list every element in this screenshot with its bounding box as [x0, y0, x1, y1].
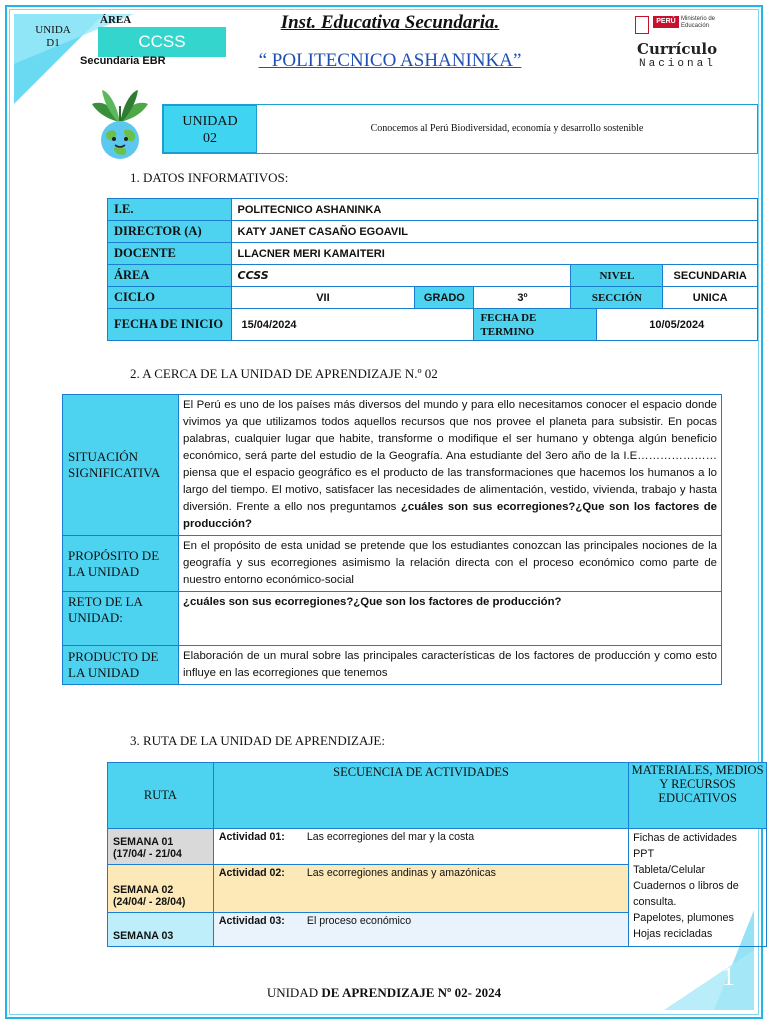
col-secuencia: SECUENCIA DE ACTIVIDADES: [213, 763, 628, 829]
route-table: [107, 762, 767, 947]
termino-label: FECHA DE TERMINO: [474, 309, 596, 341]
proposito-text: En el propósito de esta unidad se pretende que los estudiantes conozcan las principales nociones de la geografía y sus ecorregiones asimismo la relación directa con el proceso económico como parte de nuestro entorno económico-social: [179, 536, 722, 592]
activity-1-label: Actividad 01:: [218, 831, 285, 843]
area-value: CCSS: [231, 265, 571, 287]
situacion-question: ¿cuáles son sus ecorregiones?¿Que son los factores de producción?: [183, 501, 717, 530]
producto-text: Elaboración de un mural sobre las principales características de los factores de producción y como esto influye en las ecorregiones que tenemos: [179, 646, 722, 685]
logo-peru: PERÚ: [653, 16, 679, 28]
ie-label: I.E.: [108, 199, 232, 221]
curriculo-logo: [635, 16, 735, 72]
material-item: Tableta/Celular: [633, 864, 706, 876]
page-footer: [0, 985, 768, 1001]
about-unit-table: [62, 394, 722, 685]
activity-1-cell: [213, 829, 628, 865]
activity-2-text: Las ecorregiones andinas y amazónicas: [306, 867, 496, 879]
table-row: [108, 221, 758, 243]
school-name: “ POLITECNICO ASHANINKA”: [258, 50, 522, 71]
docente-value: LLACNER MERI KAMAITERI: [231, 243, 758, 265]
col-ruta: RUTA: [108, 763, 214, 829]
nivel-value: SECUNDARIA: [663, 265, 758, 287]
termino-value: 10/05/2024: [596, 309, 758, 341]
section-2-title: 2. A CERCA DE LA UNIDAD DE APRENDIZAJE N.º 02: [130, 366, 438, 381]
inicio-label: FECHA DE INICIO: [108, 309, 232, 341]
table-row: [108, 199, 758, 221]
footer-prefix: UNIDAD: [266, 985, 322, 1000]
table-row: [63, 592, 722, 646]
producto-label: PRODUCTO DE LA UNIDAD: [63, 646, 179, 685]
proposito-label: PROPÓSITO DE LA UNIDAD: [63, 536, 179, 592]
unit-label-line1: UNIDAD: [182, 114, 238, 129]
week-3-label: SEMANA 03: [113, 930, 174, 942]
ciclo-label: CICLO: [108, 287, 232, 309]
peru-shield-icon: [635, 16, 649, 34]
grado-value: 3º: [474, 287, 571, 309]
week-2-cell: [108, 865, 214, 913]
grado-label: GRADO: [415, 287, 474, 309]
section-1-title: 1. DATOS INFORMATIVOS:: [130, 170, 289, 185]
material-item: Papelotes, plumones: [633, 912, 734, 924]
ie-value: POLITECNICO ASHANINKA: [231, 199, 758, 221]
activity-2-label: Actividad 02:: [218, 867, 285, 879]
material-item: Cuadernos o libros de consulta.: [633, 880, 739, 908]
nivel-label: NIVEL: [571, 265, 663, 287]
director-value: KATY JANET CASAÑO EGOAVIL: [231, 221, 758, 243]
situacion-text: El Perú es uno de los países más diversos del mundo y para ello necesitamos conocer el espacio donde vivimos ya que utilizamos todos aquellos recursos que nos provee el planeta para subsistir. En pocas palabras, cualquier lugar que habite, transforme o modifique el ser humano y obtenga algún beneficio económico, será parte del estudio de la Geografía. Ana estudiante del 3ero año de la I.E…………………piensa que el espacio geográfico es el producto de las transformaciones que hacemos los humanos a lo largo del tiempo. El motivo, satisfacer las necesidades de alimentación, vestido, vivienda, trabajo y hasta diversión. Frente a ello nos preguntamos: [183, 399, 717, 513]
week-2-dates: (24/04/ - 28/04): [113, 896, 186, 908]
header-level: Secundaria EBR: [80, 55, 166, 67]
table-row: [108, 829, 767, 865]
area-label: ÁREA: [108, 265, 232, 287]
week-1-dates: (17/04/ - 21/04: [113, 848, 182, 860]
table-row: [63, 395, 722, 536]
table-row: [108, 265, 758, 287]
material-item: Hojas recicladas: [633, 928, 713, 940]
material-item: PPT: [633, 848, 655, 860]
header-area-value: CCSS: [98, 27, 226, 57]
table-row: [108, 243, 758, 265]
situacion-label: SITUACIÓN SIGNIFICATIVA: [63, 395, 179, 536]
situacion-cell: [179, 395, 722, 536]
table-row: [108, 309, 758, 341]
seccion-value: UNICA: [663, 287, 758, 309]
director-label: DIRECTOR (A): [108, 221, 232, 243]
unit-label: [163, 105, 257, 153]
header-unida: UNIDA D1: [35, 24, 71, 49]
table-row: [63, 646, 722, 685]
logo-nacional: Nacional: [639, 58, 716, 70]
section-3-title: 3. RUTA DE LA UNIDAD DE APRENDIZAJE:: [130, 733, 385, 748]
earth-plant-icon: [88, 86, 152, 160]
activity-3-label: Actividad 03:: [218, 915, 285, 927]
header-area-label: ÁREA: [100, 14, 132, 26]
corner-decoration: [664, 950, 754, 1010]
seccion-label: SECCIÓN: [571, 287, 663, 309]
unit-box: [162, 104, 758, 154]
footer-text: DE APRENDIZAJE Nº 02- 2024: [321, 985, 502, 1000]
unit-title: Conocemos al Perú Biodiversidad, economía y desarrollo sostenible: [370, 123, 644, 134]
docente-label: DOCENTE: [108, 243, 232, 265]
inicio-value: 15/04/2024: [231, 309, 474, 341]
info-table: [107, 198, 758, 341]
week-1-cell: [108, 829, 214, 865]
logo-ministry: Ministerio de Educación: [681, 16, 716, 29]
week-3-cell: [108, 913, 214, 947]
activity-3-text: El proceso económico: [306, 915, 412, 927]
reto-text: ¿cuáles son sus ecorregiones?¿Que son los factores de producción?: [179, 592, 722, 646]
page-number: 1: [722, 962, 735, 991]
table-row: [63, 536, 722, 592]
institution-title: Inst. Educativa Secundaria.: [280, 12, 500, 33]
activity-3-cell: [213, 913, 628, 947]
logo-curriculo: Currículo: [637, 40, 718, 58]
unit-number: 02: [203, 131, 217, 146]
material-item: Fichas de actividades: [633, 832, 737, 844]
activity-1-text: Las ecorregiones del mar y la costa: [306, 831, 475, 843]
col-materiales: MATERIALES, MEDIOS Y RECURSOS EDUCATIVOS: [629, 763, 767, 829]
week-1-label: SEMANA 01: [113, 836, 174, 848]
activity-2-cell: [213, 865, 628, 913]
reto-label: RETO DE LA UNIDAD:: [63, 592, 179, 646]
materials-cell: [629, 829, 767, 947]
ciclo-value: VII: [231, 287, 415, 309]
week-2-label: SEMANA 02: [113, 884, 174, 896]
table-row: [108, 763, 767, 829]
table-row: [108, 287, 758, 309]
